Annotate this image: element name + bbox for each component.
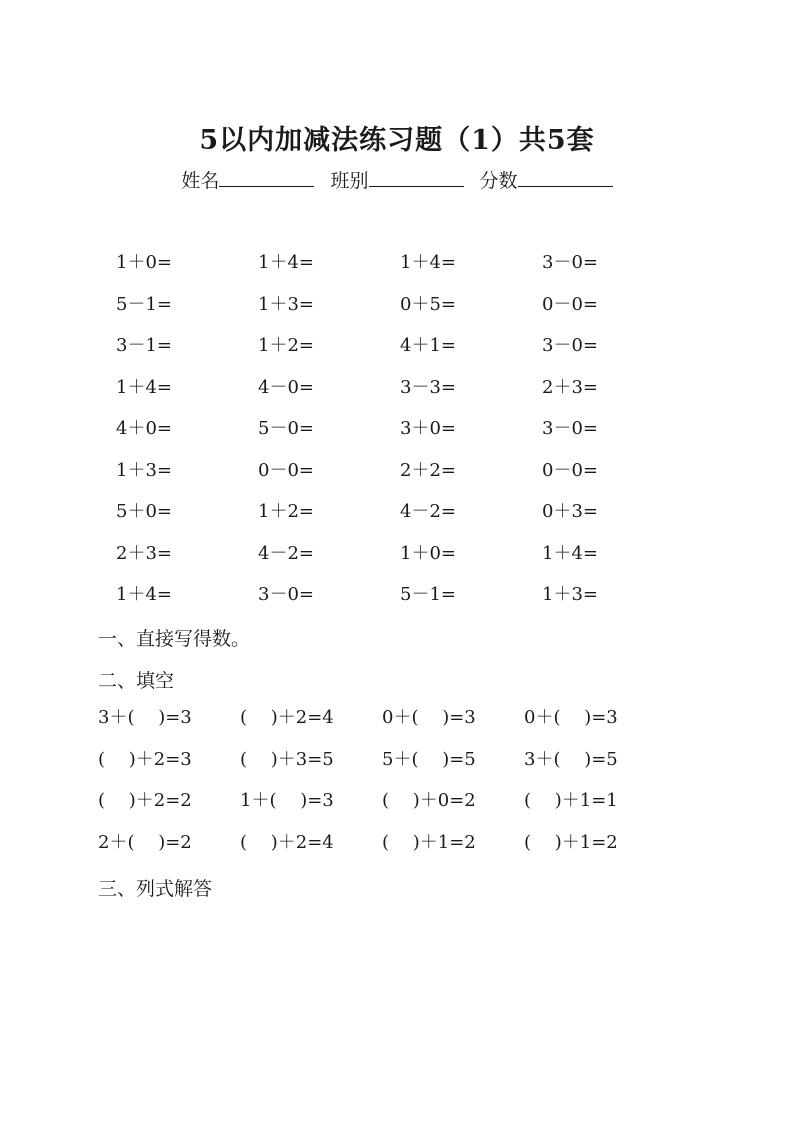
- problem: 1＋4=: [116, 376, 172, 398]
- fill-problem: 0＋( )=3: [382, 707, 476, 728]
- problem: 2＋3=: [116, 542, 172, 564]
- problem: 1＋3=: [542, 584, 598, 605]
- fill-problem: ( )＋1=2: [382, 831, 476, 853]
- problem: 1＋0=: [400, 542, 456, 564]
- problem: 0－0=: [258, 459, 314, 481]
- problem: 3－1=: [116, 335, 172, 356]
- fill-problem: 3＋( )=3: [98, 707, 192, 728]
- problem: 1＋4=: [400, 252, 456, 273]
- fill-problem: ( )＋2=4: [240, 707, 334, 728]
- fill-problem: ( )＋2=2: [98, 790, 192, 811]
- fill-problem: 1＋( )=3: [240, 790, 334, 811]
- class-blank[interactable]: [369, 168, 464, 187]
- problem: 5－0=: [258, 418, 314, 439]
- fill-problem: ( )＋1=2: [524, 831, 618, 853]
- name-blank[interactable]: [219, 168, 314, 187]
- section-heading-direct: 一、直接写得数。: [98, 628, 251, 650]
- problem: 4－2=: [400, 501, 456, 522]
- problem: 3－0=: [542, 335, 598, 356]
- problem: 3－3=: [400, 376, 456, 398]
- class-label: 班别: [330, 170, 369, 192]
- name-field: [181, 166, 314, 193]
- problem: 5－1=: [116, 293, 172, 315]
- direct-problems-grid: [116, 250, 716, 624]
- problem: 5＋0=: [116, 501, 172, 522]
- fill-problem: 3＋( )=5: [524, 748, 618, 770]
- problem: 3－0=: [542, 252, 598, 273]
- score-label: 分数: [479, 170, 518, 192]
- class-field: [330, 166, 463, 193]
- problem: 3＋0=: [400, 418, 456, 439]
- problem: 1＋3=: [258, 293, 314, 315]
- name-label: 姓名: [181, 170, 220, 192]
- problem: 3－0=: [542, 418, 598, 439]
- problem: 4＋1=: [400, 335, 456, 356]
- fill-problem: ( )＋0=2: [382, 790, 476, 811]
- fill-problems-grid: [98, 705, 738, 871]
- fill-problem: ( )＋3=5: [240, 748, 334, 770]
- fill-problem: 5＋( )=5: [382, 748, 476, 770]
- problem: 0＋3=: [542, 501, 598, 522]
- problem: 1＋2=: [258, 501, 314, 522]
- problem: 0－0=: [542, 293, 598, 315]
- section-heading-fill: 二、填空: [98, 670, 175, 692]
- problem: 3－0=: [258, 584, 314, 605]
- score-field: [480, 166, 613, 193]
- problem: 1＋0=: [116, 252, 172, 273]
- section-heading-word-problems: 三、列式解答: [98, 878, 213, 900]
- fill-problem: 0＋( )=3: [524, 707, 618, 728]
- problem: 5－1=: [400, 584, 456, 605]
- problem: 0＋5=: [400, 293, 456, 315]
- fill-problem: ( )＋2=3: [98, 748, 192, 770]
- student-info-fields: [0, 166, 794, 193]
- fill-problem: 2＋( )=2: [98, 831, 192, 853]
- problem: 1＋4=: [258, 252, 314, 273]
- problem: 1＋4=: [542, 542, 598, 564]
- problem: 2＋2=: [400, 459, 456, 481]
- problem: 1＋4=: [116, 584, 172, 605]
- score-blank[interactable]: [518, 168, 613, 187]
- fill-problem: ( )＋1=1: [524, 790, 618, 811]
- problem: 1＋2=: [258, 335, 314, 356]
- page-title: 5以内加减法练习题（1）共5套: [199, 125, 595, 156]
- fill-problem: ( )＋2=4: [240, 831, 334, 853]
- problem: 0－0=: [542, 459, 598, 481]
- problem: 2＋3=: [542, 376, 598, 398]
- problem: 1＋3=: [116, 459, 172, 481]
- problem: 4－0=: [258, 376, 314, 398]
- problem: 4＋0=: [116, 418, 172, 439]
- problem: 4－2=: [258, 542, 314, 564]
